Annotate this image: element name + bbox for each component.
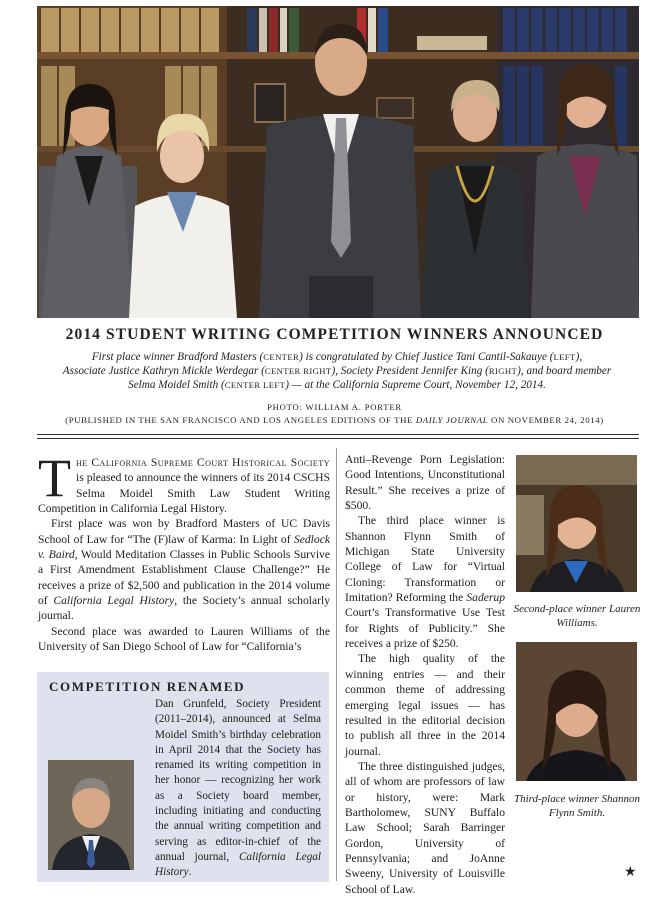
divider-rule (37, 438, 639, 439)
sidebar-text: Dan Grunfeld, Society President (2011–2014), announced at Selma Moidel Smith’s birthday celebration in April 2014 that the Society has renamed its writing competition in her honor — recognizing her work as a Society board member, including initiating and conducting the annual writing competition and serving as editor-in-chief of the annual journal, California Legal History. (155, 698, 321, 879)
photo-credit: PHOTO: WILLIAM A. PORTER (267, 402, 402, 412)
article-paragraph: The high quality of the winning entries — and their common theme of addressing emerging legal issues — has resulted in the editorial decision to publish all three in the 2014 journal. (345, 652, 505, 758)
column-divider (336, 448, 337, 881)
grunfeld-portrait (48, 760, 134, 870)
divider-rule (37, 434, 639, 435)
article-paragraph: The three distinguished judges, all of whom are professors of law or history, were: Mark Bartholomew, SUNY Buffalo Law School; Sarah Barringer Gordon, University of Pennsylvania; and JoAnne Sweeny, University of Louisville School of Law. (345, 759, 505, 896)
headline: 2014 STUDENT WRITING COMPETITION WINNERS ANNOUNCED (65, 326, 604, 343)
article-column-2 (345, 452, 505, 897)
photo-caption: First place winner Bradford Masters (CENTER) is congratulated by Chief Justice Tani Cantil-Sakauye (LEFT), Associate Justice Kathryn Mickle Werdegar (CENTER RIGHT), Society President Jennifer King (RIGHT), and board member Selma Moidel Smith (CENTER LEFT) — at the California Supreme Court, November 12, 2014. (62, 351, 612, 391)
drop-cap: T (38, 448, 71, 508)
article-paragraph: The third place winner is Shannon Flynn Smith of Michigan State University College of Law for “Virtual Cloning: Transformation or Imitation? Reforming the Saderup Court’s Transformative Use Test for Rights of Publicity.” She receives a prize of $250. (345, 514, 505, 651)
article-paragraph: First place was won by Bradford Masters of UC Davis School of Law for “The (F)law of Karma: In Light of Sedlock v. Baird, Would Meditation Classes in Public Schools Survive a First Amendment Establishment Clause Challenge?” He receives a prize of $2,500 and publication in the 2014 volume of California Legal History, the Society’s annual scholarly journal. (38, 517, 330, 623)
article-paragraph: The California Supreme Court Historical Society is pleased to announce the winners of its 2014 CSCHS Selma Moidel Smith Law Student Writing Competition in California Legal History. (38, 448, 330, 516)
hero-photo (37, 6, 639, 318)
lauren-williams-portrait (516, 455, 637, 592)
end-mark-icon: ★ (624, 865, 637, 880)
article-column-1 (38, 448, 330, 654)
third-place-caption: Third-place winner Shannon Flynn Smith. (513, 793, 641, 819)
article-paragraph: Second place was awarded to Lauren Williams of the University of San Diego School of Law for “California’s (38, 624, 330, 654)
second-place-caption: Second-place winner Lauren Williams. (513, 603, 641, 629)
article-paragraph: Anti–Revenge Porn Legislation: Good Intentions, Unconstitutional Result.” She receives a prize of $500. (345, 453, 505, 513)
publication-note: (PUBLISHED IN THE SAN FRANCISCO AND LOS ANGELES EDITIONS OF THE DAILY JOURNAL ON NOVEMBER 24, 2014) (65, 415, 604, 425)
sidebar-title: COMPETITION RENAMED (49, 679, 246, 694)
shannon-flynn-smith-portrait (516, 642, 637, 781)
group-photo-illustration (37, 6, 639, 318)
